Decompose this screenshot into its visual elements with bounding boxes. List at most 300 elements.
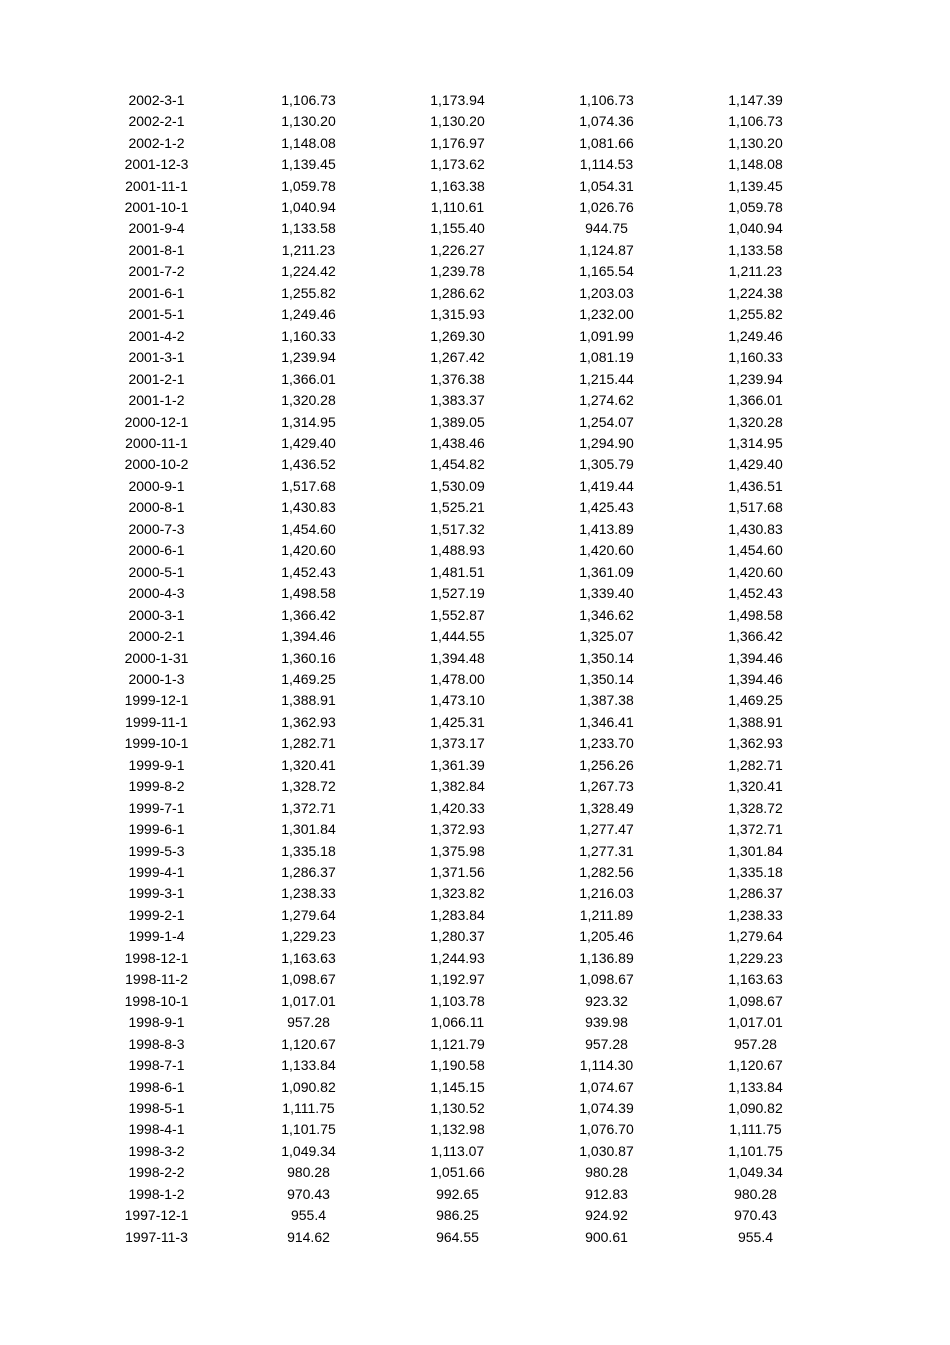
value-cell-3: 1,098.67: [579, 971, 634, 988]
value-cell-2: 1,552.87: [430, 606, 485, 623]
date-cell: 2001-4-2: [128, 327, 185, 344]
table-row: [0, 904, 950, 925]
value-cell-2: 1,373.17: [430, 735, 485, 752]
value-cell-2: 1,269.30: [430, 327, 485, 344]
value-cell-1: 1,366.42: [281, 606, 336, 623]
value-cell-1: 1,282.71: [281, 735, 336, 752]
value-cell-4: 1,282.71: [728, 756, 783, 773]
table-row: [0, 239, 950, 260]
date-cell: 2002-3-1: [128, 91, 185, 108]
value-cell-1: 1,279.64: [281, 906, 336, 923]
value-cell-2: 1,130.20: [430, 113, 485, 130]
date-cell: 2000-11-1: [125, 434, 188, 451]
value-cell-2: 1,517.32: [430, 520, 485, 537]
value-cell-2: 1,420.33: [430, 799, 485, 816]
value-cell-3: 1,277.31: [579, 842, 634, 859]
value-cell-3: 1,205.46: [579, 928, 634, 945]
date-cell: 1998-8-3: [128, 1035, 185, 1052]
value-cell-3: 900.61: [585, 1228, 628, 1245]
table-row: [0, 668, 950, 689]
table-row: [0, 733, 950, 754]
value-cell-4: 1,049.34: [728, 1164, 783, 1181]
value-cell-3: 1,076.70: [579, 1121, 634, 1138]
table-row: [0, 582, 950, 603]
value-cell-2: 1,132.98: [430, 1121, 485, 1138]
value-cell-4: 1,388.91: [728, 713, 783, 730]
value-cell-3: 1,165.54: [579, 263, 634, 280]
table-row: [0, 969, 950, 990]
value-cell-4: 1,372.71: [728, 821, 783, 838]
value-cell-1: 1,111.75: [282, 1100, 335, 1117]
value-cell-1: 1,394.46: [281, 628, 336, 645]
value-cell-1: 1,239.94: [281, 349, 336, 366]
date-cell: 1997-12-1: [124, 1207, 189, 1224]
value-cell-2: 1,130.52: [430, 1100, 485, 1117]
value-cell-2: 1,190.58: [430, 1057, 485, 1074]
value-cell-3: 1,346.62: [579, 606, 634, 623]
date-cell: 2001-10-1: [124, 198, 189, 215]
value-cell-3: 957.28: [585, 1035, 628, 1052]
value-cell-2: 1,173.94: [430, 91, 485, 108]
date-cell: 1998-2-2: [128, 1164, 185, 1181]
value-cell-4: 1,498.58: [728, 606, 783, 623]
table-row: [0, 540, 950, 561]
date-cell: 1998-4-1: [128, 1121, 185, 1138]
table-row: [0, 518, 950, 539]
table-row: [0, 196, 950, 217]
table-row: [0, 711, 950, 732]
value-cell-2: 1,145.15: [430, 1078, 485, 1095]
date-cell: 1999-5-3: [128, 842, 185, 859]
value-cell-1: 1,429.40: [281, 434, 336, 451]
value-cell-4: 1,229.23: [728, 949, 783, 966]
table-row: [0, 947, 950, 968]
value-cell-3: 1,328.49: [579, 799, 634, 816]
value-cell-4: 1,160.33: [728, 349, 783, 366]
value-cell-4: 1,148.08: [728, 156, 783, 173]
date-cell: 1999-11-1: [125, 713, 188, 730]
date-cell: 1999-4-1: [128, 864, 185, 881]
value-cell-4: 1,366.42: [728, 628, 783, 645]
value-cell-1: 1,286.37: [281, 864, 336, 881]
value-cell-3: 1,339.40: [579, 585, 634, 602]
value-cell-4: 1,454.60: [728, 542, 783, 559]
value-cell-4: 1,106.73: [728, 113, 783, 130]
value-cell-1: 1,249.46: [281, 306, 336, 323]
value-cell-2: 1,425.31: [430, 713, 485, 730]
value-cell-4: 1,430.83: [728, 520, 783, 537]
date-cell: 2001-9-4: [128, 220, 185, 237]
table-row: [0, 647, 950, 668]
value-cell-3: 1,232.00: [579, 306, 634, 323]
value-cell-4: 1,090.82: [728, 1100, 783, 1117]
date-cell: 2000-12-1: [124, 413, 189, 430]
table-row: [0, 261, 950, 282]
date-cell: 2001-7-2: [128, 263, 185, 280]
date-cell: 1999-3-1: [128, 885, 185, 902]
value-cell-2: 1,066.11: [430, 1014, 485, 1031]
value-cell-3: 1,420.60: [579, 542, 634, 559]
value-cell-1: 1,139.45: [281, 156, 336, 173]
value-cell-2: 1,382.84: [430, 778, 485, 795]
value-cell-1: 1,454.60: [281, 520, 336, 537]
value-cell-4: 1,163.63: [728, 971, 783, 988]
value-cell-1: 1,314.95: [281, 413, 336, 430]
table-row: [0, 89, 950, 110]
value-cell-3: 1,346.41: [579, 713, 634, 730]
value-cell-1: 1,388.91: [281, 692, 336, 709]
value-cell-3: 1,074.67: [579, 1078, 634, 1095]
value-cell-2: 1,163.38: [430, 177, 485, 194]
date-cell: 1999-10-1: [124, 735, 189, 752]
value-cell-4: 1,098.67: [728, 992, 783, 1009]
date-cell: 1998-9-1: [128, 1014, 185, 1031]
value-cell-4: 1,139.45: [728, 177, 783, 194]
value-cell-4: 1,239.94: [728, 370, 783, 387]
value-cell-1: 1,366.01: [281, 370, 336, 387]
date-cell: 2000-2-1: [128, 628, 185, 645]
date-cell: 1998-5-1: [128, 1100, 185, 1117]
table-row: [0, 776, 950, 797]
table-row: [0, 754, 950, 775]
value-cell-4: 1,320.28: [728, 413, 783, 430]
value-cell-1: 1,224.42: [281, 263, 336, 280]
value-cell-2: 1,244.93: [430, 949, 485, 966]
value-cell-4: 1,420.60: [728, 563, 783, 580]
value-cell-2: 1,527.19: [430, 585, 485, 602]
value-cell-4: 1,130.20: [728, 134, 783, 151]
table-row: [0, 861, 950, 882]
value-cell-3: 1,211.89: [579, 906, 634, 923]
value-cell-1: 1,255.82: [281, 284, 336, 301]
value-cell-4: 1,211.23: [728, 263, 783, 280]
value-cell-2: 1,267.42: [430, 349, 485, 366]
table-row: [0, 454, 950, 475]
value-cell-1: 1,335.18: [281, 842, 336, 859]
value-cell-2: 1,192.97: [430, 971, 485, 988]
value-cell-1: 970.43: [287, 1185, 330, 1202]
value-cell-4: 1,314.95: [728, 434, 783, 451]
value-cell-1: 957.28: [287, 1014, 330, 1031]
value-cell-4: 1,040.94: [728, 220, 783, 237]
value-cell-2: 1,155.40: [430, 220, 485, 237]
table-row: [0, 368, 950, 389]
value-cell-4: 1,320.41: [728, 778, 783, 795]
table-row: [0, 218, 950, 239]
table-row: [0, 818, 950, 839]
value-cell-3: 1,026.76: [579, 198, 634, 215]
value-cell-3: 980.28: [585, 1164, 628, 1181]
date-cell: 1998-11-2: [125, 971, 188, 988]
value-cell-3: 1,114.53: [579, 156, 634, 173]
value-cell-3: 1,233.70: [579, 735, 634, 752]
value-cell-2: 1,383.37: [430, 392, 485, 409]
value-cell-3: 1,387.38: [579, 692, 634, 709]
value-cell-3: 939.98: [585, 1014, 628, 1031]
date-cell: 1999-1-4: [128, 928, 185, 945]
value-cell-3: 1,124.87: [579, 241, 634, 258]
table-row: [0, 132, 950, 153]
table-row: [0, 497, 950, 518]
value-cell-1: 1,436.52: [281, 456, 336, 473]
value-cell-4: 1,394.46: [728, 649, 783, 666]
date-cell: 2000-4-3: [128, 585, 185, 602]
date-cell: 2000-1-31: [124, 649, 189, 666]
value-cell-4: 957.28: [734, 1035, 777, 1052]
value-cell-1: 1,320.28: [281, 392, 336, 409]
value-cell-3: 1,254.07: [579, 413, 634, 430]
value-cell-2: 1,478.00: [430, 670, 485, 687]
table-row: [0, 1076, 950, 1097]
value-cell-2: 1,121.79: [430, 1035, 485, 1052]
value-cell-2: 1,375.98: [430, 842, 485, 859]
value-cell-1: 914.62: [287, 1228, 330, 1245]
value-cell-4: 1,279.64: [728, 928, 783, 945]
value-cell-4: 1,224.38: [728, 284, 783, 301]
date-cell: 1998-6-1: [128, 1078, 185, 1095]
value-cell-3: 944.75: [585, 220, 628, 237]
table-row: [0, 840, 950, 861]
table-row: [0, 346, 950, 367]
value-cell-4: 1,238.33: [728, 906, 783, 923]
value-cell-3: 1,091.99: [579, 327, 634, 344]
value-cell-1: 1,059.78: [281, 177, 336, 194]
date-cell: 1998-1-2: [128, 1185, 185, 1202]
value-cell-2: 1,438.46: [430, 434, 485, 451]
date-cell: 2002-1-2: [128, 134, 185, 151]
value-cell-2: 1,286.62: [430, 284, 485, 301]
date-cell: 2000-3-1: [128, 606, 185, 623]
value-cell-1: 1,301.84: [281, 821, 336, 838]
value-cell-4: 1,111.75: [729, 1121, 782, 1138]
value-cell-4: 1,366.01: [728, 392, 783, 409]
value-cell-1: 1,498.58: [281, 585, 336, 602]
date-cell: 1999-9-1: [128, 756, 185, 773]
date-cell: 2001-11-1: [125, 177, 188, 194]
value-cell-4: 1,362.93: [728, 735, 783, 752]
table-row: [0, 282, 950, 303]
value-cell-1: 1,133.58: [281, 220, 336, 237]
value-cell-2: 1,315.93: [430, 306, 485, 323]
value-cell-1: 1,211.23: [281, 241, 336, 258]
date-cell: 2000-8-1: [128, 499, 185, 516]
value-cell-2: 1,371.56: [430, 864, 485, 881]
value-cell-2: 1,473.10: [430, 692, 485, 709]
value-cell-2: 992.65: [436, 1185, 479, 1202]
value-cell-1: 1,452.43: [281, 563, 336, 580]
value-cell-4: 1,133.84: [728, 1078, 783, 1095]
table-row: [0, 690, 950, 711]
value-cell-2: 1,323.82: [430, 885, 485, 902]
value-cell-3: 1,256.26: [579, 756, 634, 773]
date-cell: 1999-8-2: [128, 778, 185, 795]
value-cell-1: 1,469.25: [281, 670, 336, 687]
value-cell-1: 1,130.20: [281, 113, 336, 130]
value-cell-4: 980.28: [734, 1185, 777, 1202]
value-cell-4: 1,429.40: [728, 456, 783, 473]
table-row: [0, 325, 950, 346]
table-row: [0, 389, 950, 410]
value-cell-3: 924.92: [585, 1207, 628, 1224]
value-cell-1: 1,106.73: [281, 91, 336, 108]
value-cell-2: 1,173.62: [430, 156, 485, 173]
date-cell: 1997-11-3: [125, 1228, 188, 1245]
value-cell-4: 1,335.18: [728, 864, 783, 881]
date-cell: 1998-12-1: [124, 949, 189, 966]
date-cell: 2000-9-1: [128, 477, 185, 494]
date-cell: 1998-7-1: [128, 1057, 185, 1074]
table-row: [0, 604, 950, 625]
value-cell-3: 1,425.43: [579, 499, 634, 516]
value-cell-3: 1,325.07: [579, 628, 634, 645]
value-cell-4: 1,017.01: [728, 1014, 783, 1031]
date-cell: 1998-10-1: [124, 992, 189, 1009]
value-cell-1: 1,133.84: [281, 1057, 336, 1074]
value-cell-1: 1,420.60: [281, 542, 336, 559]
value-cell-2: 986.25: [436, 1207, 479, 1224]
date-cell: 2001-8-1: [128, 241, 185, 258]
date-cell: 2001-2-1: [128, 370, 185, 387]
value-cell-3: 1,350.14: [579, 670, 634, 687]
value-cell-2: 1,103.78: [430, 992, 485, 1009]
value-cell-1: 1,049.34: [281, 1142, 336, 1159]
value-cell-2: 1,239.78: [430, 263, 485, 280]
value-cell-3: 1,136.89: [579, 949, 634, 966]
value-cell-3: 1,350.14: [579, 649, 634, 666]
value-cell-4: 1,436.51: [728, 477, 783, 494]
value-cell-1: 1,017.01: [281, 992, 336, 1009]
value-cell-2: 1,110.61: [430, 198, 485, 215]
date-cell: 2001-3-1: [128, 349, 185, 366]
table-row: [0, 432, 950, 453]
value-cell-3: 1,074.36: [579, 113, 634, 130]
value-cell-3: 1,294.90: [579, 434, 634, 451]
value-cell-1: 955.4: [290, 1207, 327, 1224]
value-cell-1: 1,148.08: [281, 134, 336, 151]
date-cell: 2001-1-2: [128, 392, 185, 409]
table-row: [0, 1054, 950, 1075]
value-cell-3: 1,081.19: [579, 349, 634, 366]
value-cell-1: 1,160.33: [281, 327, 336, 344]
date-cell: 2000-7-3: [128, 520, 185, 537]
data-table: [0, 89, 950, 1247]
value-cell-2: 1,394.48: [430, 649, 485, 666]
value-cell-1: 1,098.67: [281, 971, 336, 988]
value-cell-3: 1,216.03: [579, 885, 634, 902]
value-cell-4: 1,286.37: [728, 885, 783, 902]
date-cell: 1999-6-1: [128, 821, 185, 838]
table-row: [0, 110, 950, 131]
date-cell: 1999-12-1: [124, 692, 189, 709]
value-cell-3: 912.83: [585, 1185, 628, 1202]
value-cell-1: 1,163.63: [281, 949, 336, 966]
date-cell: 2001-6-1: [128, 284, 185, 301]
value-cell-1: 1,229.23: [281, 928, 336, 945]
value-cell-4: 955.4: [737, 1228, 774, 1245]
value-cell-3: 1,413.89: [579, 520, 634, 537]
table-row: [0, 175, 950, 196]
value-cell-3: 1,054.31: [579, 177, 634, 194]
date-cell: 2000-5-1: [128, 563, 185, 580]
table-row: [0, 561, 950, 582]
table-row: [0, 1033, 950, 1054]
table-row: [0, 1183, 950, 1204]
date-cell: 2000-1-3: [128, 670, 185, 687]
value-cell-2: 1,051.66: [430, 1164, 485, 1181]
table-row: [0, 1162, 950, 1183]
value-cell-2: 1,376.38: [430, 370, 485, 387]
value-cell-4: 1,301.84: [728, 842, 783, 859]
table-row: [0, 475, 950, 496]
date-cell: 1999-2-1: [128, 906, 185, 923]
value-cell-1: 1,320.41: [281, 756, 336, 773]
value-cell-2: 1,389.05: [430, 413, 485, 430]
value-cell-1: 1,090.82: [281, 1078, 336, 1095]
value-cell-3: 1,081.66: [579, 134, 634, 151]
date-cell: 2001-5-1: [128, 306, 185, 323]
value-cell-2: 1,280.37: [430, 928, 485, 945]
value-cell-2: 1,488.93: [430, 542, 485, 559]
table-row: [0, 1011, 950, 1032]
value-cell-2: 1,481.51: [430, 563, 485, 580]
table-row: [0, 1226, 950, 1247]
table-row: [0, 1205, 950, 1226]
value-cell-4: 970.43: [734, 1207, 777, 1224]
table-row: [0, 411, 950, 432]
value-cell-1: 1,362.93: [281, 713, 336, 730]
date-cell: 2000-10-2: [124, 456, 189, 473]
value-cell-3: 1,203.03: [579, 284, 634, 301]
value-cell-1: 1,120.67: [281, 1035, 336, 1052]
value-cell-3: 1,361.09: [579, 563, 634, 580]
value-cell-1: 1,101.75: [281, 1121, 336, 1138]
value-cell-3: 1,274.62: [579, 392, 634, 409]
table-row: [0, 990, 950, 1011]
value-cell-4: 1,517.68: [728, 499, 783, 516]
value-cell-4: 1,255.82: [728, 306, 783, 323]
table-row: [0, 153, 950, 174]
date-cell: 1999-7-1: [128, 799, 185, 816]
value-cell-4: 1,469.25: [728, 692, 783, 709]
value-cell-4: 1,452.43: [728, 585, 783, 602]
value-cell-4: 1,394.46: [728, 670, 783, 687]
value-cell-3: 1,277.47: [579, 821, 634, 838]
value-cell-1: 1,372.71: [281, 799, 336, 816]
date-cell: 2002-2-1: [128, 113, 185, 130]
value-cell-4: 1,120.67: [728, 1057, 783, 1074]
value-cell-4: 1,133.58: [728, 241, 783, 258]
table-row: [0, 797, 950, 818]
value-cell-3: 1,419.44: [579, 477, 634, 494]
value-cell-4: 1,328.72: [728, 799, 783, 816]
value-cell-3: 1,305.79: [579, 456, 634, 473]
table-row: [0, 1097, 950, 1118]
table-row: [0, 926, 950, 947]
value-cell-2: 1,113.07: [430, 1142, 485, 1159]
value-cell-2: 1,372.93: [430, 821, 485, 838]
table-row: [0, 625, 950, 646]
value-cell-3: 1,282.56: [579, 864, 634, 881]
value-cell-3: 1,114.30: [579, 1057, 634, 1074]
value-cell-3: 923.32: [585, 992, 628, 1009]
value-cell-2: 964.55: [436, 1228, 479, 1245]
value-cell-2: 1,361.39: [430, 756, 485, 773]
table-row: [0, 1140, 950, 1161]
value-cell-4: 1,249.46: [728, 327, 783, 344]
value-cell-1: 1,517.68: [281, 477, 336, 494]
value-cell-1: 1,360.16: [281, 649, 336, 666]
value-cell-3: 1,215.44: [579, 370, 634, 387]
